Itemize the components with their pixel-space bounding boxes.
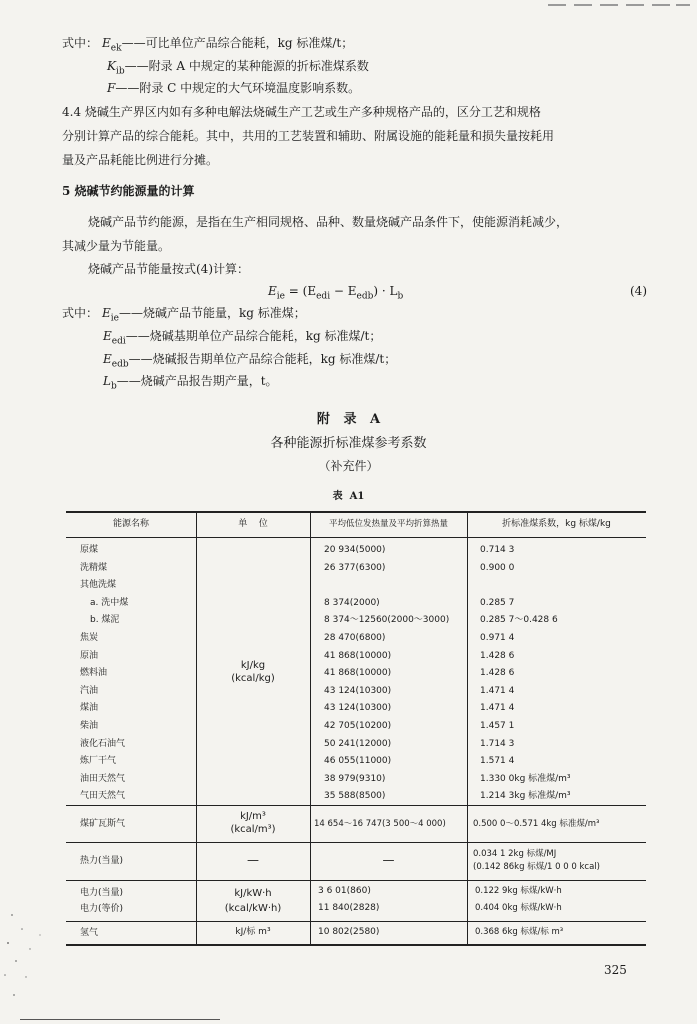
row-coef: 1.330 0kg 标准煤/m³	[480, 774, 571, 784]
row-name: 燃料油	[80, 668, 108, 678]
table-rule	[66, 842, 646, 843]
unit-cell: (kcal/kg)	[231, 673, 275, 684]
row-heat: 38 979(9310)	[324, 774, 386, 784]
row-name: 炼厂干气	[80, 756, 117, 766]
row-coef: 0.404 0kg 标煤/kW·h	[475, 903, 562, 913]
row-name: 其他洗煤	[80, 580, 117, 590]
row-coef: 1.471 4	[480, 703, 515, 713]
table-header: 折标准煤系数，kg 标煤/kg	[502, 519, 611, 529]
row-name: 煤油	[80, 703, 99, 713]
row-coef: 0.714 3	[480, 545, 515, 555]
scan-mark	[626, 4, 644, 6]
formula-intro: 烧碱产品节能量按式(4)计算：	[88, 262, 249, 276]
appendix-subtitle: 各种能源折标准煤参考系数	[270, 436, 427, 451]
scan-mark	[600, 4, 618, 6]
paragraph-line: 4.4 烧碱生产界区内如有多种电解法烧碱生产工艺或生产多种规格产品的，区分工艺和规格	[62, 105, 541, 119]
definition-line: 式中： $E_{ie}——$烧碱产品节能量，kg 标准煤；	[62, 306, 306, 324]
scan-edge	[20, 1019, 220, 1020]
definition-line: $K_{ib}——$附录 A 中规定的某种能源的折标准煤系数	[107, 59, 369, 77]
row-name: 洗精煤	[80, 563, 108, 573]
row-heat: 3 6 01(860)	[318, 886, 371, 896]
row-coef: 1.714 3	[480, 739, 515, 749]
row-name: 氢气	[80, 928, 99, 938]
unit-cell: (kcal/kW·h)	[224, 903, 282, 914]
row-coef: 0.034 1 2kg 标煤/MJ	[473, 849, 557, 859]
scan-mark	[574, 4, 592, 6]
paragraph-line: 烧碱产品节约能源，是指在生产相同规格、品种、数量烧碱产品条件下，使能源消耗减少，	[88, 215, 569, 229]
row-name: b. 煤泥	[90, 615, 120, 625]
table-rule	[66, 921, 646, 922]
unit-cell: —	[247, 853, 259, 867]
definition-line: $L_b——$烧碱产品报告期产量，t。	[103, 374, 278, 392]
table-rule	[310, 511, 311, 945]
row-name: a. 洗中煤	[90, 598, 129, 608]
row-name: 电力(当量)	[80, 888, 124, 898]
table-label: 表 A1	[332, 491, 365, 502]
table-rule	[66, 880, 646, 881]
page-number: 325	[604, 963, 627, 977]
row-name: 油田天然气	[80, 774, 126, 784]
unit-cell: kJ/kW·h	[234, 888, 272, 899]
row-coef: 1.471 4	[480, 686, 515, 696]
unit-cell: kJ/kg	[240, 660, 266, 671]
row-heat: 26 377(6300)	[324, 563, 386, 573]
row-coef: 1.457 1	[480, 721, 515, 731]
row-coef: 0.900 0	[480, 563, 515, 573]
table-header: 平均低位发热量及平均折算热量	[328, 519, 448, 529]
row-coef: 0.500 0～0.571 4kg 标准煤/m³	[473, 819, 600, 829]
row-heat: —	[382, 853, 395, 867]
row-heat: 11 840(2828)	[318, 903, 380, 913]
scan-mark	[652, 4, 670, 6]
row-name: 气田天然气	[80, 791, 126, 801]
table-rule	[467, 511, 468, 945]
scan-speckles	[0, 905, 60, 1024]
definition-line: F——附录 C 中规定的大气环境温度影响系数。	[107, 81, 361, 95]
table-rule	[196, 511, 197, 945]
row-coef: 1.428 6	[480, 651, 515, 661]
row-name: 电力(等价)	[80, 904, 124, 914]
row-coef: 1.214 3kg 标准煤/m³	[480, 791, 571, 801]
table-header: 能源名称	[112, 519, 149, 529]
row-name: 煤矿瓦斯气	[80, 819, 126, 829]
table-rule	[66, 537, 646, 538]
row-heat: 43 124(10300)	[324, 703, 392, 713]
row-name: 原油	[80, 651, 99, 661]
paragraph-line: 分别计算产品的综合能耗。其中，共用的工艺装置和辅助、附属设施的能耗量和损失量按耗用	[62, 129, 555, 143]
unit-cell: (kcal/m³)	[230, 824, 276, 835]
definition-line: $E_{edb}——$烧碱报告期单位产品综合能耗，kg 标准煤/t；	[103, 352, 397, 370]
section-heading: 5 烧碱节约能源量的计算	[62, 184, 195, 198]
row-heat: 41 868(10000)	[324, 668, 392, 678]
table-header: 单 位	[238, 519, 268, 529]
definition-line: $E_{edi}——$烧碱基期单位产品综合能耗，kg 标准煤/t；	[103, 329, 382, 347]
paragraph-line: 量及产品耗能比例进行分摊。	[62, 153, 219, 167]
row-coef: 1.428 6	[480, 668, 515, 678]
row-heat: 28 470(6800)	[324, 633, 386, 643]
table-rule	[66, 944, 646, 946]
row-heat: 20 934(5000)	[324, 545, 386, 555]
row-heat: 8 374(2000)	[324, 598, 380, 608]
row-coef: 0.368 6kg 标煤/标 m³	[475, 927, 564, 937]
row-coef: 0.285 7	[480, 598, 515, 608]
row-heat: 10 802(2580)	[318, 927, 380, 937]
row-name: 原煤	[80, 545, 99, 555]
row-coef: 0.285 7～0.428 6	[480, 615, 558, 625]
paragraph-line: 其减少量为节能量。	[62, 239, 171, 253]
row-heat: 14 654～16 747(3 500～4 000)	[314, 819, 446, 829]
row-coef: 0.122 9kg 标煤/kW·h	[475, 886, 562, 896]
row-coef: (0.142 86kg 标煤/1 0 0 0 kcal)	[473, 862, 600, 872]
scan-mark	[548, 4, 566, 6]
row-name: 液化石油气	[80, 739, 126, 749]
appendix-title: 附 录 A	[316, 412, 381, 427]
formula-number: (4)	[630, 284, 647, 298]
row-heat: 41 868(10000)	[324, 651, 392, 661]
row-coef: 1.571 4	[480, 756, 515, 766]
appendix-note: （补充件）	[318, 459, 379, 473]
formula: $E_{ie} = (E_{edi} - E_{edb}) \cdot L_b$	[268, 284, 404, 302]
scan-mark	[676, 4, 690, 6]
row-heat: 46 055(11000)	[324, 756, 392, 766]
row-name: 热力(当量)	[80, 856, 124, 866]
row-heat: 43 124(10300)	[324, 686, 392, 696]
table-rule	[66, 805, 646, 806]
row-heat: 42 705(10200)	[324, 721, 392, 731]
row-coef: 0.971 4	[480, 633, 515, 643]
unit-cell: kJ/m³	[240, 811, 266, 822]
unit-cell: kJ/标 m³	[235, 927, 271, 937]
table-rule	[66, 511, 646, 513]
row-heat: 50 241(12000)	[324, 739, 392, 749]
row-heat: 35 588(8500)	[324, 791, 386, 801]
row-name: 焦炭	[80, 633, 99, 643]
definition-line: 式中： $E_{ek}——$可比单位产品综合能耗，kg 标准煤/t；	[62, 36, 354, 54]
row-name: 柴油	[80, 721, 99, 731]
row-heat: 8 374～12560(2000～3000)	[324, 615, 450, 625]
row-name: 汽油	[80, 686, 99, 696]
